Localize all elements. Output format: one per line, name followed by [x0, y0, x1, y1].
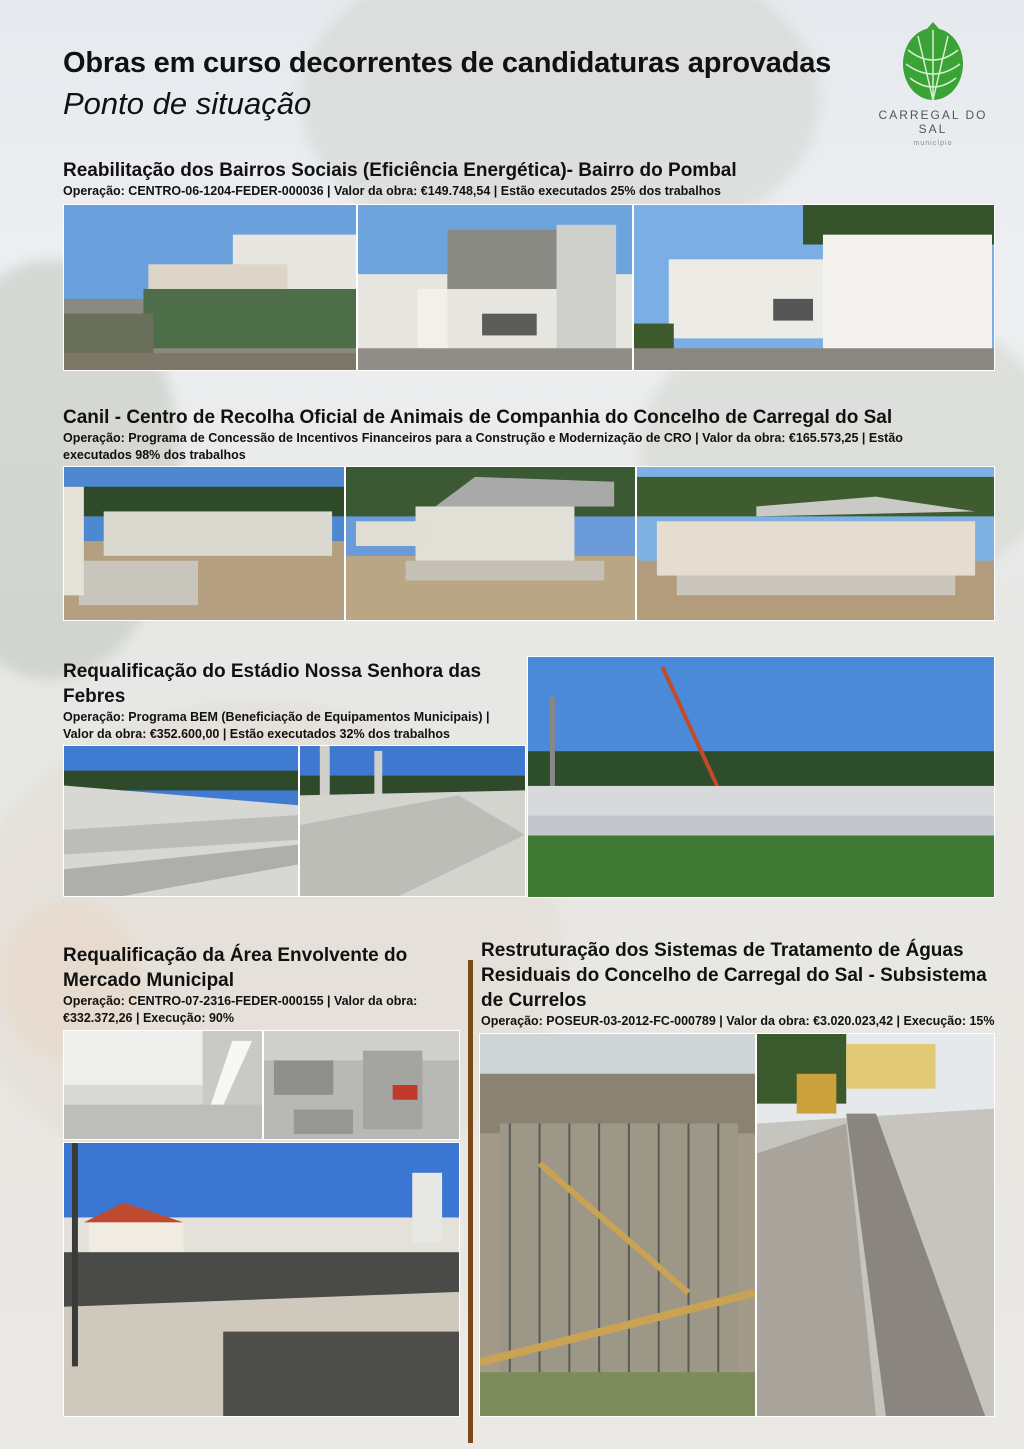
- section-info: Operação: Programa BEM (Beneficiação de Equipamentos Municipais) | Valor da obra: €352.600,00 | Estão executados 32% dos trabalhos: [63, 710, 490, 741]
- section-title: Restruturação dos Sistemas de Tratamento de Águas Residuais do Concelho de Carregal do Sal - Subsistema de Currelos: [481, 940, 987, 1011]
- section-title: Requalificação do Estádio Nossa Senhora das Febres: [63, 661, 482, 707]
- photo-mercado-3: [63, 1142, 460, 1417]
- photo-bairro-2: [357, 204, 633, 371]
- photo-canil-2: [345, 466, 636, 621]
- section-title: Requalificação da Área Envolvente do Mercado Municipal: [63, 945, 408, 991]
- section-info: Operação: Programa de Concessão de Incentivos Financeiros para a Construção e Modernização de CRO | Valor da obra: €165.573,25 | Estão executados 98% dos trabalhos: [63, 431, 903, 462]
- section-title: Reabilitação dos Bairros Sociais (Eficiência Energética)- Bairro do Pombal: [63, 160, 737, 181]
- photo-estadio-1: [63, 745, 299, 897]
- section-info: Operação: CENTRO-07-2316-FEDER-000155 | Valor da obra: €332.372,26 | Execução: 90%: [63, 994, 418, 1025]
- vertical-divider: [468, 960, 473, 1443]
- photo-aguas-2: [756, 1033, 995, 1417]
- section-info: Operação: POSEUR-03-2012-FC-000789 | Valor da obra: €3.020.023,42 | Execução: 15%: [481, 1014, 995, 1028]
- photo-bairro-1: [63, 204, 357, 371]
- pinecone-logo-icon: [898, 20, 968, 104]
- photo-estadio-2: [299, 745, 526, 897]
- photo-canil-3: [636, 466, 995, 621]
- photo-aguas-1: [479, 1033, 756, 1417]
- page-subtitle: Ponto de situação: [63, 86, 312, 121]
- section-info: Operação: CENTRO-06-1204-FEDER-000036 | Valor da obra: €149.748,54 | Estão executados 25% dos trabalhos: [63, 184, 721, 198]
- photo-estadio-3: [527, 656, 995, 898]
- logo-sub: município: [913, 140, 953, 147]
- photo-mercado-1: [63, 1030, 263, 1140]
- page-title: Obras em curso decorrentes de candidaturas aprovadas: [63, 47, 832, 79]
- logo: [868, 20, 998, 147]
- section-title: Canil - Centro de Recolha Oficial de Animais de Companhia do Concelho de Carregal do Sal: [63, 407, 893, 428]
- photo-bairro-3: [633, 204, 995, 371]
- photo-mercado-2: [263, 1030, 460, 1140]
- photo-canil-1: [63, 466, 345, 621]
- logo-name: CARREGAL DO SAL: [878, 108, 988, 136]
